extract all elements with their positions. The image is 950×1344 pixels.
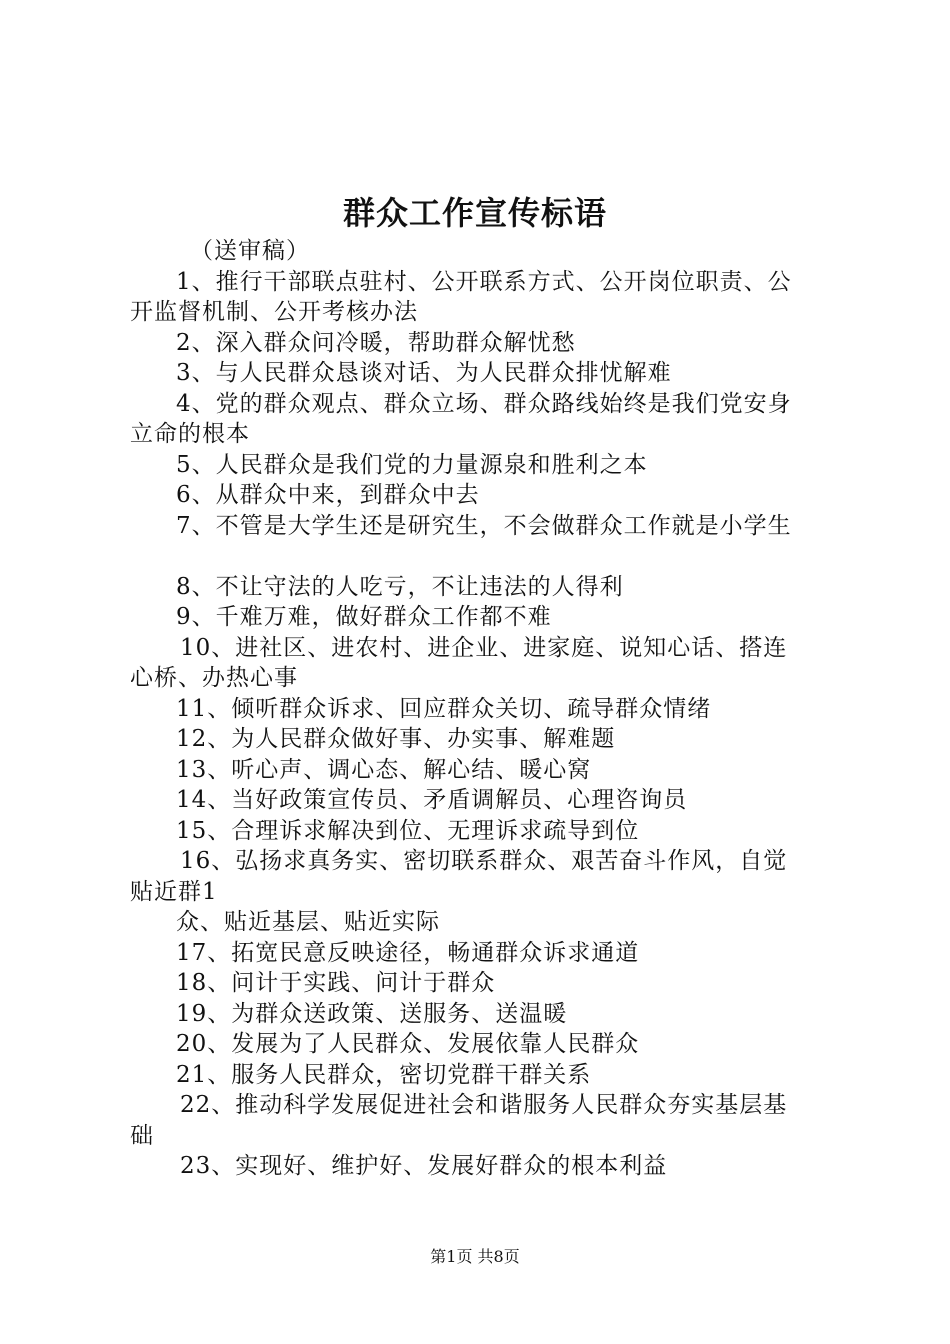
- slogan-line: 5、人民群众是我们党的力量源泉和胜利之本: [176, 451, 648, 478]
- document-body: [130, 236, 830, 1182]
- slogan-line: 21、服务人民群众，密切党群干群关系: [176, 1061, 592, 1088]
- slogan-line: 6、从群众中来，到群众中去: [176, 482, 480, 508]
- slogan-line: 7、不管是大学生还是研究生，不会做群众工作就是小学生: [176, 512, 792, 539]
- slogan-line: 3、与人民群众恳谈对话、为人民群众排忧解难: [176, 360, 672, 386]
- document-title: 群众工作宣传标语: [342, 194, 607, 232]
- slogan-line: 19、为群众送政策、送服务、送温暖: [176, 1000, 568, 1027]
- slogan-line: 13、听心声、调心态、解心结、暖心窝: [176, 756, 592, 783]
- slogan-line: 1、推行干部联点驻村、公开联系方式、公开岗位职责、公: [176, 268, 792, 295]
- slogan-line: 17、拓宽民意反映途径，畅通群众诉求通道: [176, 939, 640, 966]
- slogan-line: 22、推动科学发展促进社会和谐服务人民群众夯实基层基: [180, 1092, 788, 1118]
- slogan-line: 础: [130, 1122, 154, 1149]
- document-subtitle: （送审稿）: [190, 238, 310, 264]
- slogan-line: 众、贴近基层、贴近实际: [176, 909, 440, 935]
- slogan-line: 14、当好政策宣传员、矛盾调解员、心理咨询员: [176, 787, 688, 813]
- slogan-line: 心桥、办热心事: [130, 665, 298, 691]
- slogan-line: 10、进社区、进农村、进企业、进家庭、说知心话、搭连: [180, 634, 788, 661]
- slogan-line: 2、深入群众问冷暖，帮助群众解忧愁: [176, 329, 576, 356]
- page-footer: 第1页 共8页: [430, 1247, 520, 1266]
- slogan-line: 11、倾听群众诉求、回应群众关切、疏导群众情绪: [176, 695, 712, 722]
- slogan-line: 12、为人民群众做好事、办实事、解难题: [176, 726, 616, 752]
- slogan-line: 9、千难万难，做好群众工作都不难: [176, 604, 552, 630]
- slogan-line: 开监督机制、公开考核办法: [130, 299, 418, 325]
- slogan-line: 18、问计于实践、问计于群众: [176, 970, 496, 996]
- slogan-line: 贴近群1: [130, 878, 218, 905]
- slogan-line: 8、不让守法的人吃亏，不让违法的人得利: [176, 573, 624, 600]
- slogan-line: 23、实现好、维护好、发展好群众的根本利益: [180, 1153, 668, 1179]
- blank-line: [130, 541, 830, 572]
- slogan-line: 20、发展为了人民群众、发展依靠人民群众: [176, 1031, 640, 1057]
- slogan-line: 16、弘扬求真务实、密切联系群众、艰苦奋斗作风，自觉: [180, 848, 788, 874]
- slogan-line: 15、合理诉求解决到位、无理诉求疏导到位: [176, 817, 640, 844]
- slogan-line: 4、党的群众观点、群众立场、群众路线始终是我们党安身: [176, 390, 792, 417]
- slogan-line: 立命的根本: [130, 421, 250, 447]
